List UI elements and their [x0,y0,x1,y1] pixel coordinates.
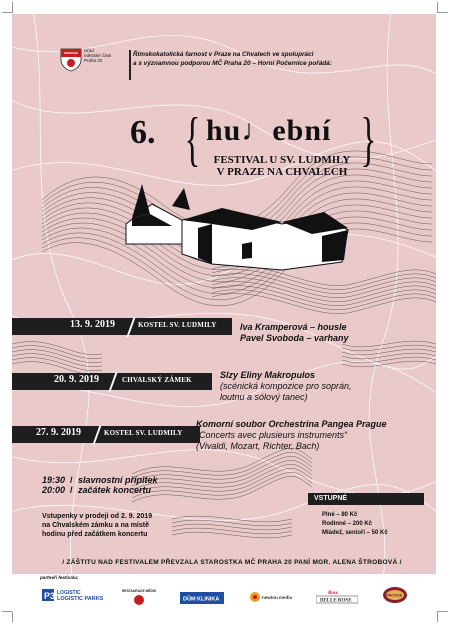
crest-icon [60,48,82,72]
patronage-line: / ZÁŠTITU NAD FESTIVALEM PŘEVZALA STAROSTKA MČ PRAHA 20 PANÍ MGR. ALENA ŠTROBOVÁ / [62,559,402,566]
p3-icon [42,588,104,602]
partner-logo-newton-media [248,589,300,607]
price-row: Mládež, senioři – 50 Kč [322,530,388,536]
concert-performers [196,419,426,452]
svg-text:P3: P3 [44,591,56,601]
svg-text:LOGISTIC: LOGISTIC [57,590,81,596]
festival-title [130,106,390,184]
schedule-time: 20:00 [42,485,66,495]
performer-line: loutnu a sólový tanec) [220,392,308,402]
schedule-label: slavnostní přípitek [78,475,158,485]
logo-line: Praha 20 [84,58,103,63]
church-illustration [112,184,352,294]
performer-line: (Vivaldi, Mozart, Richter, Bach) [196,441,320,451]
performer-line: „Concerts avec plusieurs instruments“ [196,430,348,440]
partner-logo-dum-klinika [180,592,224,606]
partner-logo-belle-rose [316,588,358,606]
provide-icon [382,586,408,604]
organizer-intro [133,50,373,68]
partner-name: BELLE ROSE [320,598,352,604]
svg-text:Rose: Rose [328,591,338,596]
schedule-row [42,475,158,485]
concert-date: 13. 9. 2019 [70,319,115,330]
performer-line: Pavel Svoboda – varhany [240,333,349,343]
slash-divider: / [70,485,73,495]
intro-line-2: a s významnou podporou MČ Praha 20 – Horní Počernice pořádá: [133,60,332,67]
concert-performers [220,370,420,403]
concert-band [12,373,212,390]
slash-divider [108,372,117,392]
header-divider [129,50,131,80]
intro-line-1: Římskokatolická farnost v Praze na Chvalech ve spolupráci [133,51,314,58]
rose-icon [316,588,358,604]
evening-schedule [42,475,158,495]
concert-title: Slzy Eliny Makropulos [220,370,316,380]
admission-prices [322,511,412,538]
admission-heading: VSTUPNÉ [308,493,424,505]
subtitle-line-2: V PRAZE NA CHVALECH [216,166,348,178]
edition-number: 6. [130,114,156,151]
logo-text [84,48,114,63]
schedule-time: 19:30 [42,475,66,485]
partner-name: DŮM KLINIKA [183,596,220,603]
schedule-row [42,485,158,495]
concert-date: 20. 9. 2019 [54,374,99,385]
partner-name: RESTAURACE MĚDISA [122,589,156,593]
slash-divider [92,425,101,445]
tickets-note [42,512,202,539]
partner-logo-provide [382,586,408,606]
partner-logo-logistic-parks [42,588,104,604]
logo-line: Úřad [84,48,94,53]
tickets-line-3: hodinu před začátkem koncertu [42,531,148,538]
poster [12,14,436,612]
price-row: Plné – 80 Kč [322,512,358,518]
concert-band [12,318,232,335]
newton-icon [248,589,300,605]
subtitle-line-1: FESTIVAL U SV. LUDMILY [213,154,351,166]
concert-title: Komorní soubor Orchestrina Pangea Prague [196,419,387,429]
price-row: Rodinné – 200 Kč [322,521,373,527]
partner-name: PROVIDE [386,593,403,598]
concert-performers [240,322,430,344]
brace-open: { [184,106,201,172]
concert-place: KOSTEL SV. LUDMILY [138,321,217,329]
klinika-icon [180,592,224,604]
slash-divider: / [70,475,73,485]
concert-place: CHVALSKÝ ZÁMEK [122,376,192,384]
performer-line: (scénická kompozice pro soprán, [220,381,352,391]
logo-line: městské části [84,53,112,58]
performer-line: Iva Kramperová – housle [240,322,347,332]
partner-name: LOGISTIC PARKS [57,596,104,602]
crop-mark-bottom-left [2,611,13,622]
concert-band [12,426,200,443]
schedule-label: začátek koncertu [78,485,152,495]
partner-name: newton media [262,595,293,600]
restaurant-icon [122,588,156,608]
partners-label: partneři festivalu: [40,575,79,580]
crop-mark-bottom-right [437,611,448,622]
partner-logo-restaurace [122,588,156,610]
festival-word: hu♩ební [206,114,332,147]
tickets-line-1: Vstupenky v prodeji od 2. 9. 2019 [42,513,153,520]
tickets-line-2: na Chvalském zámku a na místě [42,522,149,529]
slash-divider [126,317,135,337]
concert-date: 27. 9. 2019 [36,427,81,438]
crop-mark-top-left [2,2,13,13]
brace-close: } [360,106,377,172]
festival-subtitle [202,154,362,178]
concert-place: KOSTEL SV. LUDMILY [104,429,183,437]
crop-mark-top-right [437,2,448,13]
